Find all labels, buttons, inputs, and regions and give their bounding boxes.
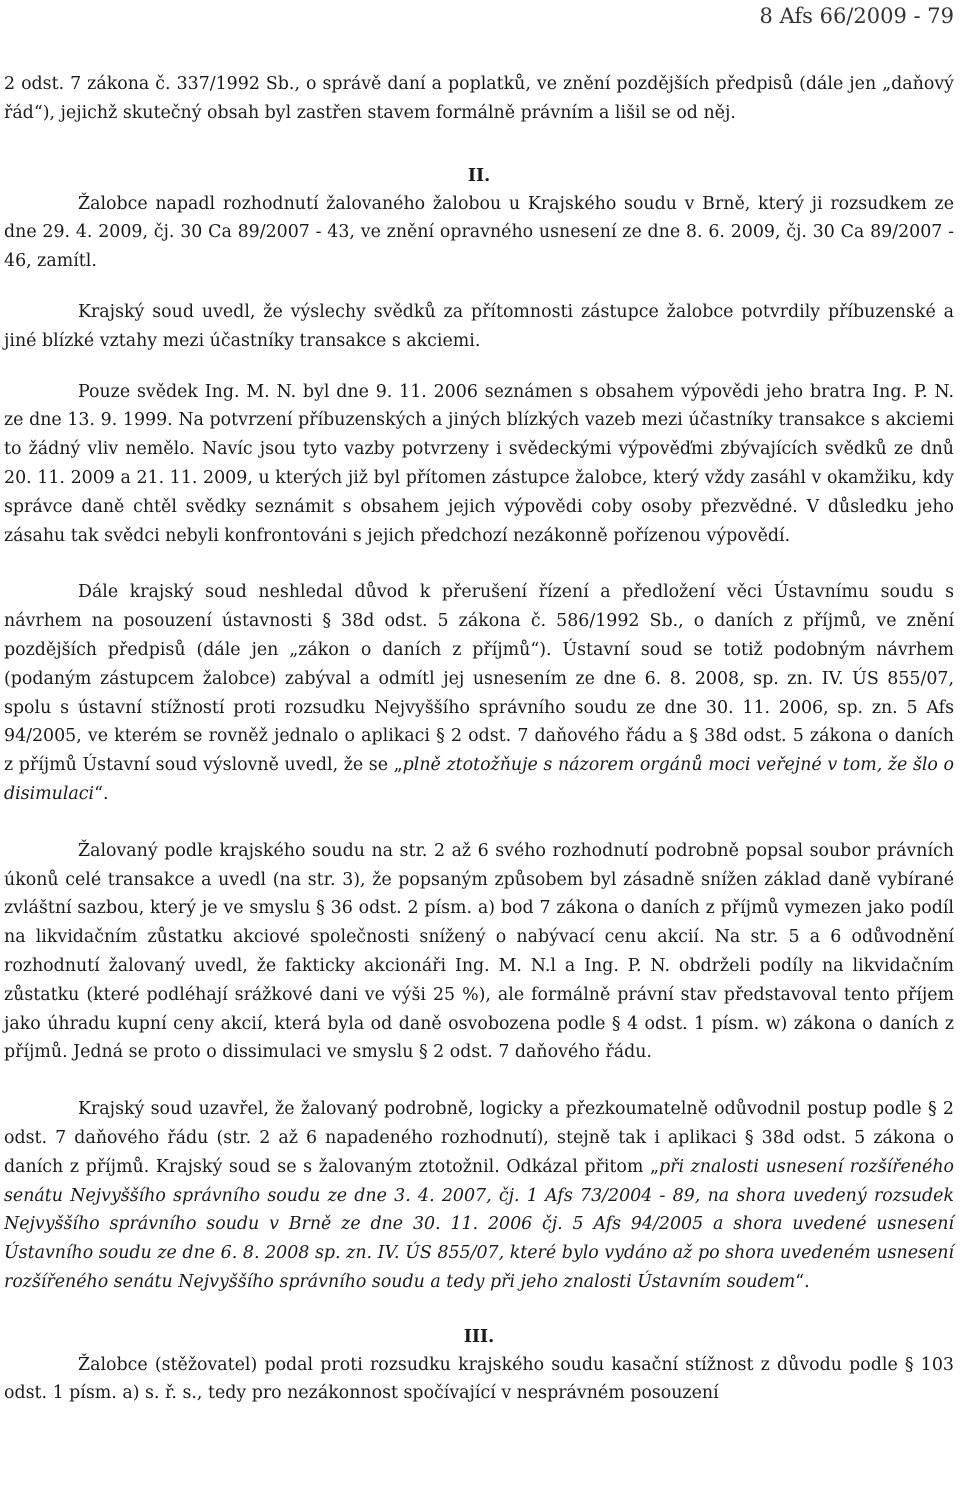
paragraph-court-conclusion	[4, 1095, 954, 1297]
paragraph-text: “.	[795, 1271, 810, 1292]
paragraph-text: Krajský soud uzavřel, že žalovaný podrobně, logicky a přezkoumatelně odůvodnil postup podle § 2 odst. 7 daňového řádu (str. 2 až 6 napadeného rozhodnutí), stejně tak i aplikaci § 38d odst. 5 zákona o daních z příjmů. Krajský soud se s žalovaným ztotožnil. Odkázal přitom „	[4, 1099, 954, 1177]
paragraph-defendant-transaction: Žalovaný podle krajského soudu na str. 2 až 6 svého rozhodnutí podrobně popsal soubor právních úkonů celé transakce a uvedl (na str. 3), že popsaným způsobem byl zásadně snížen základ daně vybírané zvláštní sazbou, který je ve smyslu § 36 odst. 2 písm. a) bod 7 zákona o daních z příjmů vymezen jako podíl na likvidačním zůstatku akciové společnosti snížený o nabývací cenu akcií. Na str. 5 a 6 odůvodnění rozhodnutí žalovaný uvedl, že fakticky akcionáři Ing. M. N.l a Ing. P. N. obdrželi podíly na likvidačním zůstatku (které podléhají srážkové dani ve výši 25 %), ale formálně právní stav představoval tento příjem jako úhradu kupní ceny akcií, která byla od daně osvobozena podle § 4 odst. 1 písm. w) zákona o daních z příjmů. Jedná se proto o dissimulaci ve smyslu § 2 odst. 7 daňového řádu.	[4, 840, 954, 1063]
document-body	[4, 70, 954, 1408]
paragraph-constitutional-court	[4, 578, 954, 808]
paragraph-text: Dále krajský soud neshledal důvod k přerušení řízení a předložení věci Ústavnímu soudu s návrhem na posouzení ústavnosti § 38d odst. 5 zákona č. 586/1992 Sb., o daních z příjmů, ve znění pozdějších předpisů (dále jen „zákon o daních z příjmů“). Ústavní soud se totiž podobným návrhem (podaným zástupcem žalobce) zabýval a odmítl jej usnesením ze dne 6. 8. 2008, sp. zn. IV. ÚS 855/07, spolu s ústavní stížností proti rozsudku Nejvyššího správního soudu ze dne 30. 11. 2006, sp. zn. 5 Afs 94/2005, ve kterém se rovněž jednalo o aplikaci § 2 odst. 7 daňového řádu a § 38d odst. 5 zákona o daních z příjmů Ústavní soud výslovně uvedl, že se „	[4, 582, 954, 776]
paragraph-intro: 2 odst. 7 zákona č. 337/1992 Sb., o správě daní a poplatků, ve znění pozdějších předpisů (dále jen „daňový řád“), jejichž skutečný obsah byl zastřen stavem formálně právním a lišil se od něj.	[4, 74, 954, 123]
section-heading-ii: II.	[467, 165, 491, 186]
quoted-text: plně ztotožňuje s názorem orgánů moci veřejné v tom, že šlo o disimulaci	[4, 755, 954, 804]
quoted-text: při znalosti usnesení rozšířeného senátu Nejvyššího správního soudu ze dne 3. 4. 2007, čj. 1 Afs 73/2004 - 89, na shora uvedený rozsudek Nejvyššího správního soudu v Brně ze dne 30. 11. 2006 čj. 5 Afs 94/2005 a shora uvedené usnesení Ústavního soudu ze dne 6. 8. 2008 sp. zn. IV. ÚS 855/07, které bylo vydáno až po shora uvedeném usnesení rozšířeného senátu Nejvyššího správního soudu a tedy při jeho znalosti Ústavním soudem	[4, 1156, 955, 1292]
paragraph-witnesses: Krajský soud uvedl, že výslechy svědků za přítomnosti zástupce žalobce potvrdily příbuzenské a jiné blízké vztahy mezi účastníky transakce s akciemi.	[4, 301, 954, 351]
paragraph-witness-ing-mn: Pouze svědek Ing. M. N. byl dne 9. 11. 2006 seznámen s obsahem výpovědi jeho bratra Ing. P. N. ze dne 13. 9. 1999. Na potvrzení příbuzenských a jiných blízkých vazeb mezi účastníky transakce s akciemi to žádný vliv nemělo. Navíc jsou tyto vazby potvrzeny i svědeckými výpověďmi zbývajících svědků ze dnů 20. 11. 2009 a 21. 11. 2009, u kterých již byl přítomen zástupce žalobce, který vždy zasáhl v okamžiku, kdy správce daně chtěl svědky seznámit s obsahem jejich výpovědi coby osoby přezvědné. V důsledku jeho zásahu tak svědci nebyli konfrontováni s jejich předchozí nezákonně pořízenou výpovědí.	[4, 381, 954, 546]
paragraph-lawsuit: Žalobce napadl rozhodnutí žalovaného žalobou u Krajského soudu v Brně, který ji rozsudkem ze dne 29. 4. 2009, čj. 30 Ca 89/2007 - 43, ve znění opravného usnesení ze dne 8. 6. 2009, čj. 30 Ca 89/2007 - 46, zamítl.	[4, 193, 954, 272]
paragraph-cassation-complaint: Žalobce (stěžovatel) podal proti rozsudku krajského soudu kasační stížnost z důvodu podle § 103 odst. 1 písm. a) s. ř. s., tedy pro nezákonnost spočívající v nesprávném posouzení	[4, 1354, 954, 1404]
case-number-header: 8 Afs 66/2009 - 79	[759, 4, 954, 28]
paragraph-text: “.	[94, 783, 109, 804]
section-heading-iii: III.	[463, 1326, 495, 1347]
